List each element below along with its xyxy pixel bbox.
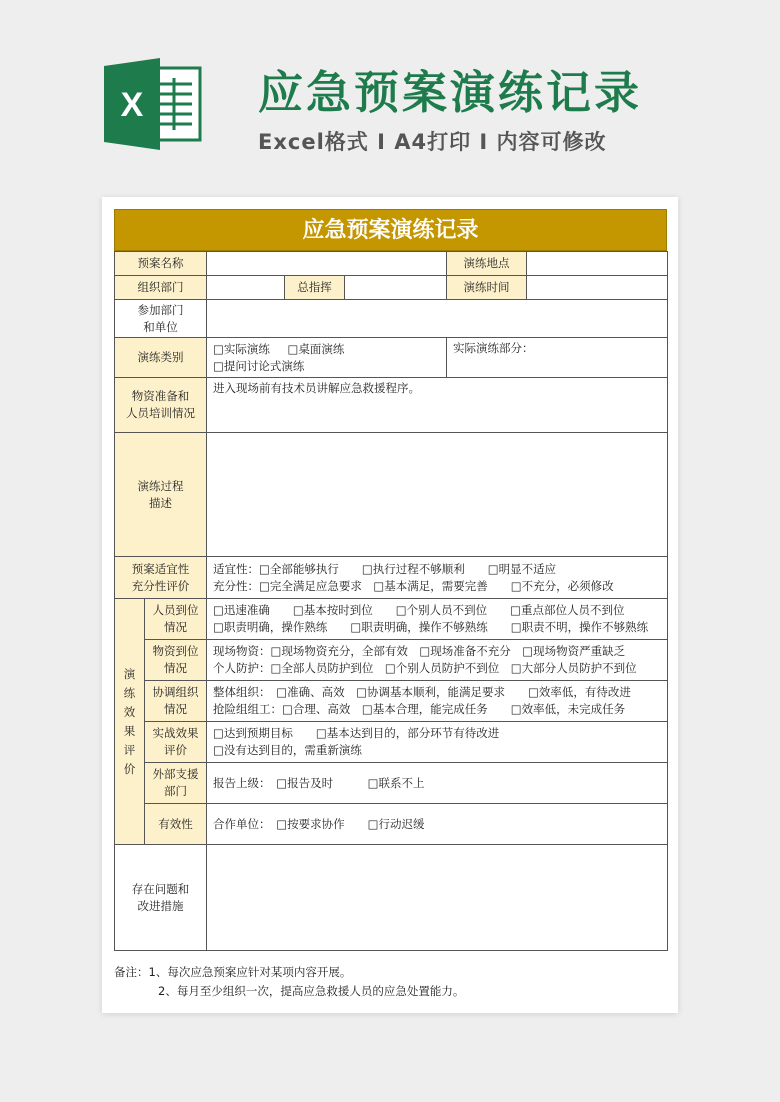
table-row	[115, 252, 668, 276]
actual-part-label: 实际演练部分：	[453, 341, 534, 355]
issues-cell[interactable]	[207, 845, 668, 951]
plan-name-cell[interactable]	[207, 252, 447, 276]
label-evaluation: 演 练 效 果 评 价	[115, 599, 145, 845]
label-plan-name: 预案名称	[115, 252, 207, 276]
process-cell[interactable]	[207, 433, 668, 557]
note-1: 备注：1、每次应急预案应针对某项内容开展。	[114, 965, 352, 979]
table-row	[115, 378, 668, 433]
staff-arrival-options[interactable]: □迅速准确 □基本按时到位 □个别人员不到位 □重点部位人员不到位 □职责明确，操作熟练 □职责明确，操作不够熟练 □职责不明，操作不够熟练	[207, 599, 668, 640]
sheet-title: 应急预案演练记录	[114, 209, 667, 251]
org-dept-cell[interactable]	[207, 276, 285, 300]
note-2: 2、每月至少组织一次，提高应急救援人员的应急处置能力。	[158, 984, 465, 998]
label-suitability: 预案适宜性 充分性评价	[115, 557, 207, 599]
record-table	[114, 251, 668, 951]
table-row	[115, 338, 668, 378]
label-commander: 总指挥	[285, 276, 345, 300]
document-page	[102, 197, 678, 1013]
participants-cell[interactable]	[207, 300, 668, 338]
label-staff-arrival: 人员到位 情况	[145, 599, 207, 640]
location-cell[interactable]	[527, 252, 668, 276]
commander-cell[interactable]	[345, 276, 447, 300]
label-combat-effect: 实战效果 评价	[145, 722, 207, 763]
option-tabletop-drill[interactable]: □桌面演练	[287, 341, 345, 356]
table-row	[115, 681, 668, 722]
label-materials-arrival: 物资到位 情况	[145, 640, 207, 681]
option-discussion-drill[interactable]: □提问讨论式演练	[213, 358, 305, 373]
external-support-options[interactable]: 报告上级： □报告及时 □联系不上	[207, 763, 668, 804]
actual-part-cell[interactable]	[447, 338, 668, 378]
label-category: 演练类别	[115, 338, 207, 378]
drill-time-cell[interactable]	[527, 276, 668, 300]
label-location: 演练地点	[447, 252, 527, 276]
label-prep: 物资准备和 人员培训情况	[115, 378, 207, 433]
table-row	[115, 640, 668, 681]
prep-text[interactable]: 进入现场前有技术员讲解应急救援程序。	[207, 378, 668, 433]
table-row	[115, 804, 668, 845]
materials-arrival-options[interactable]: 现场物资：□现场物资充分，全部有效 □现场准备不充分 □现场物资严重缺乏 个人防护：□全部人员防护到位 □个别人员防护不到位 □大部分人员防护不到位	[207, 640, 668, 681]
label-org-dept: 组织部门	[115, 276, 207, 300]
table-row	[115, 845, 668, 951]
table-row	[115, 599, 668, 640]
table-row	[115, 763, 668, 804]
suitability-options[interactable]: 适宜性：□全部能够执行 □执行过程不够顺利 □明显不适应 充分性：□完全满足应急要求 □基本满足，需要完善 □不充分，必须修改	[207, 557, 668, 599]
coordination-options[interactable]: 整体组织： □准确、高效 □协调基本顺利，能满足要求 □效率低，有待改进 抢险组组工：□合理、高效 □基本合理，能完成任务 □效率低，未完成任务	[207, 681, 668, 722]
excel-icon	[104, 58, 202, 150]
record-form	[114, 209, 667, 951]
label-external-support: 外部支援 部门	[145, 763, 207, 804]
table-row	[115, 433, 668, 557]
category-options	[207, 338, 447, 378]
table-row	[115, 300, 668, 338]
option-actual-drill[interactable]: □实际演练	[213, 341, 270, 356]
banner-title: 应急预案演练记录	[258, 66, 643, 119]
combat-effect-options[interactable]: □达到预期目标 □基本达到目的，部分环节有待改进 □没有达到目的，需重新演练	[207, 722, 668, 763]
label-coordination: 协调组织 情况	[145, 681, 207, 722]
label-effectiveness: 有效性	[145, 804, 207, 845]
label-participants: 参加部门 和单位	[115, 300, 207, 338]
label-drill-time: 演练时间	[447, 276, 527, 300]
table-row	[115, 557, 668, 599]
table-row	[115, 276, 668, 300]
label-issues: 存在问题和 改进措施	[115, 845, 207, 951]
banner-subtitle: Excel格式 I A4打印 I 内容可修改	[258, 130, 607, 154]
excel-icon-letter: X	[120, 86, 144, 124]
table-row	[115, 722, 668, 763]
header-banner	[0, 0, 780, 190]
notes	[114, 963, 464, 1001]
label-process: 演练过程 描述	[115, 433, 207, 557]
effectiveness-options[interactable]: 合作单位： □按要求协作 □行动迟缓	[207, 804, 668, 845]
